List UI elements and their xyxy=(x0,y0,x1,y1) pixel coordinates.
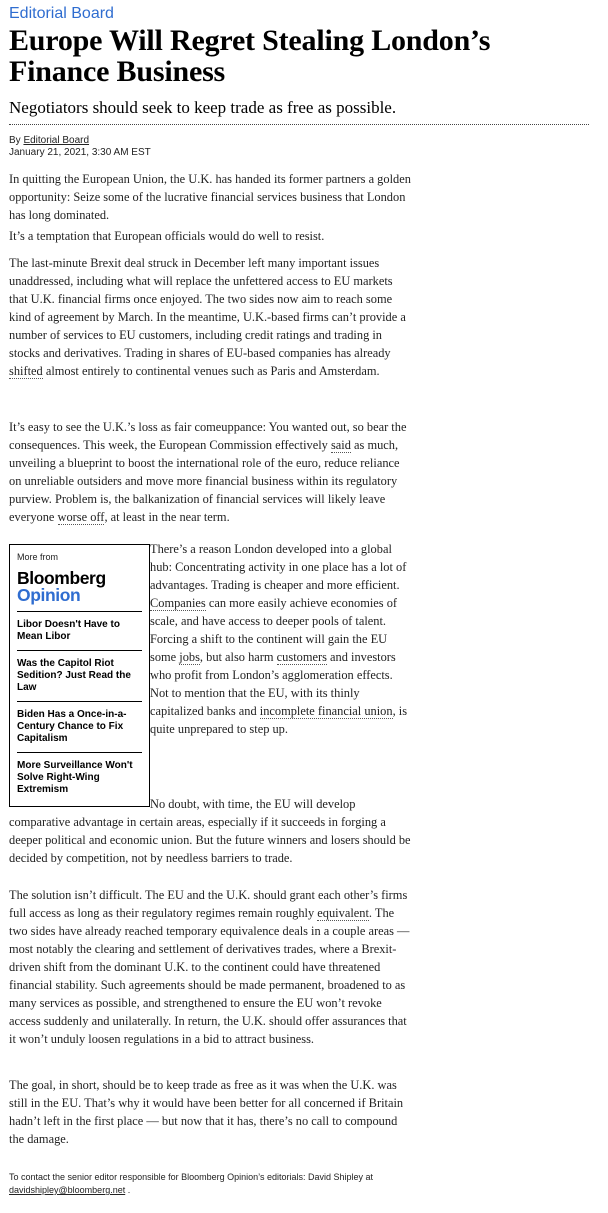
sidebar-divider xyxy=(17,752,142,753)
bloomberg-logo[interactable]: Bloomberg xyxy=(17,568,106,588)
author-link[interactable]: Editorial Board xyxy=(23,135,90,146)
link-said[interactable]: said xyxy=(330,438,351,452)
link-customers[interactable]: customers xyxy=(276,650,327,664)
link-equivalent[interactable]: equivalent xyxy=(317,906,369,920)
sidebar-divider xyxy=(17,611,142,612)
paragraph-5 xyxy=(150,540,412,738)
link-companies[interactable]: Companies xyxy=(150,596,206,610)
paragraph-5-text-b: can more easily achieve economies of scale, and have access to deeper pools of talent. Forcing a shift to the continent will gain the EU some xyxy=(150,596,398,664)
paragraph-6-first-line: No doubt, with time, the EU will develop xyxy=(150,797,356,811)
more-from-label: More from xyxy=(17,552,59,562)
paragraph-6: comparative advantage in certain areas, especially if it succeeds in forging a deeper political and economic union. But the future winners and losers should be decided by competition, not by needless barriers to trade. xyxy=(9,815,411,865)
byline-prefix: By xyxy=(9,135,24,146)
sidebar-story-link[interactable]: More Surveillance Won't Solve Right-Wing Extremism xyxy=(17,760,133,795)
paragraph-7-text-a: The solution isn’t difficult. The EU and the U.K. should grant each other’s firms full access as long as their regulatory regimes remain roughly xyxy=(9,888,408,920)
header-divider xyxy=(9,124,589,125)
publish-date: January 21, 2021, 3:30 AM EST xyxy=(9,147,151,158)
editor-email-link[interactable]: davidshipley@bloomberg.net xyxy=(9,1185,126,1195)
headline: Europe Will Regret Stealing London’s Finance Business xyxy=(9,24,491,88)
paragraph-4 xyxy=(9,418,414,526)
paragraph-3-text-a: The last-minute Brexit deal struck in December left many important issues unaddressed, including what will replace the unfettered access to EU markets that U.K. financial firms once enjoyed. The two sides now aim to reach some kind of agreement by March. In the meantime, U.K.-based firms can’t provide a number of services to EU customers, including credit ratings and trading in stocks and derivatives. Trading in shares of EU-based companies has already xyxy=(9,256,406,360)
link-shifted[interactable]: shifted xyxy=(9,364,43,378)
byline xyxy=(9,135,151,159)
paragraph-5-text-d: and investors who profit from London’s agglomeration effects. Not to mention that the EU, with its thinly capitalized banks and xyxy=(150,650,396,718)
paragraph-4-text-a: It’s easy to see the U.K.’s loss as fair comeuppance: You wanted out, so bear the consequences. This week, the European Commission effectively xyxy=(9,420,407,452)
sidebar-story-link[interactable]: Libor Doesn't Have to Mean Libor xyxy=(17,619,120,642)
paragraph-5-text-c: , but also harm xyxy=(199,650,277,664)
paragraph-4-text-b: as much, unveiling a blueprint to boost the international role of the euro, reduce reliance on unreliable outsiders and move more financial business within its regulatory purview. Problem is, the balkanization of financial services will likely leave everyone xyxy=(9,438,400,524)
link-worse-off[interactable]: worse off xyxy=(57,510,105,524)
editor-contact-note xyxy=(9,1171,429,1197)
paragraph-5-text-a: There’s a reason London developed into a global hub: Concentrating activity in one place has a lot of advantages. Trading is cheaper and more efficient. xyxy=(150,542,407,592)
contact-end: . xyxy=(125,1185,131,1195)
opinion-logo[interactable]: Opinion xyxy=(17,585,81,605)
paragraph-1: In quitting the European Union, the U.K. has handed its former partners a golden opportunity: Seize some of the lucrative financial services business that London has long dominated. xyxy=(9,172,411,222)
link-jobs[interactable]: jobs xyxy=(179,650,200,664)
paragraph-7 xyxy=(9,886,414,1048)
paragraph-5-text-e: , is quite unprepared to step up. xyxy=(150,704,408,736)
paragraph-8: The goal, in short, should be to keep trade as free as it was when the U.K. was still in the EU. That’s why it would have been better for all concerned if Britain hadn’t left in the first place — but now that it has, there’s no call to compound the damage. xyxy=(9,1078,404,1146)
more-from-bloomberg-opinion-box xyxy=(9,544,150,807)
dek: Negotiators should seek to keep trade as free as possible. xyxy=(9,98,397,117)
paragraph-2: It’s a temptation that European officials would do well to resist. xyxy=(9,229,325,243)
paragraph-7-text-b: . The two sides have already reached temporary equivalence deals in a couple areas — most notably the clearing and settlement of derivatives trades, where a Brexit-driven shift from the dominant U.K. to the continent could have threatened financial stability. Such agreements should be made permanent, broadened to as many services as possible, and strengthened to ensure the EU won’t revoke access suddenly and unilaterally. In return, the U.K. should offer assurances that it won’t unduly loosen regulations in a bid to attract business. xyxy=(9,906,410,1046)
sidebar-divider xyxy=(17,701,142,702)
paragraph-4-text-c: , at least in the near term. xyxy=(104,510,230,524)
sidebar-divider xyxy=(17,650,142,651)
sidebar-story-link[interactable]: Biden Has a Once-in-a-Century Chance to Fix Capitalism xyxy=(17,709,127,744)
paragraph-3-text-b: almost entirely to continental venues such as Paris and Amsterdam. xyxy=(42,364,380,378)
contact-text: To contact the senior editor responsible for Bloomberg Opinion’s editorials: David Shipley at xyxy=(9,1172,374,1182)
sidebar-story-link[interactable]: Was the Capitol Riot Sedition? Just Read the Law xyxy=(17,658,131,693)
paragraph-3 xyxy=(9,254,414,380)
section-kicker-link[interactable]: Editorial Board xyxy=(9,5,114,22)
link-incomplete-financial-union[interactable]: incomplete financial union xyxy=(259,704,393,718)
